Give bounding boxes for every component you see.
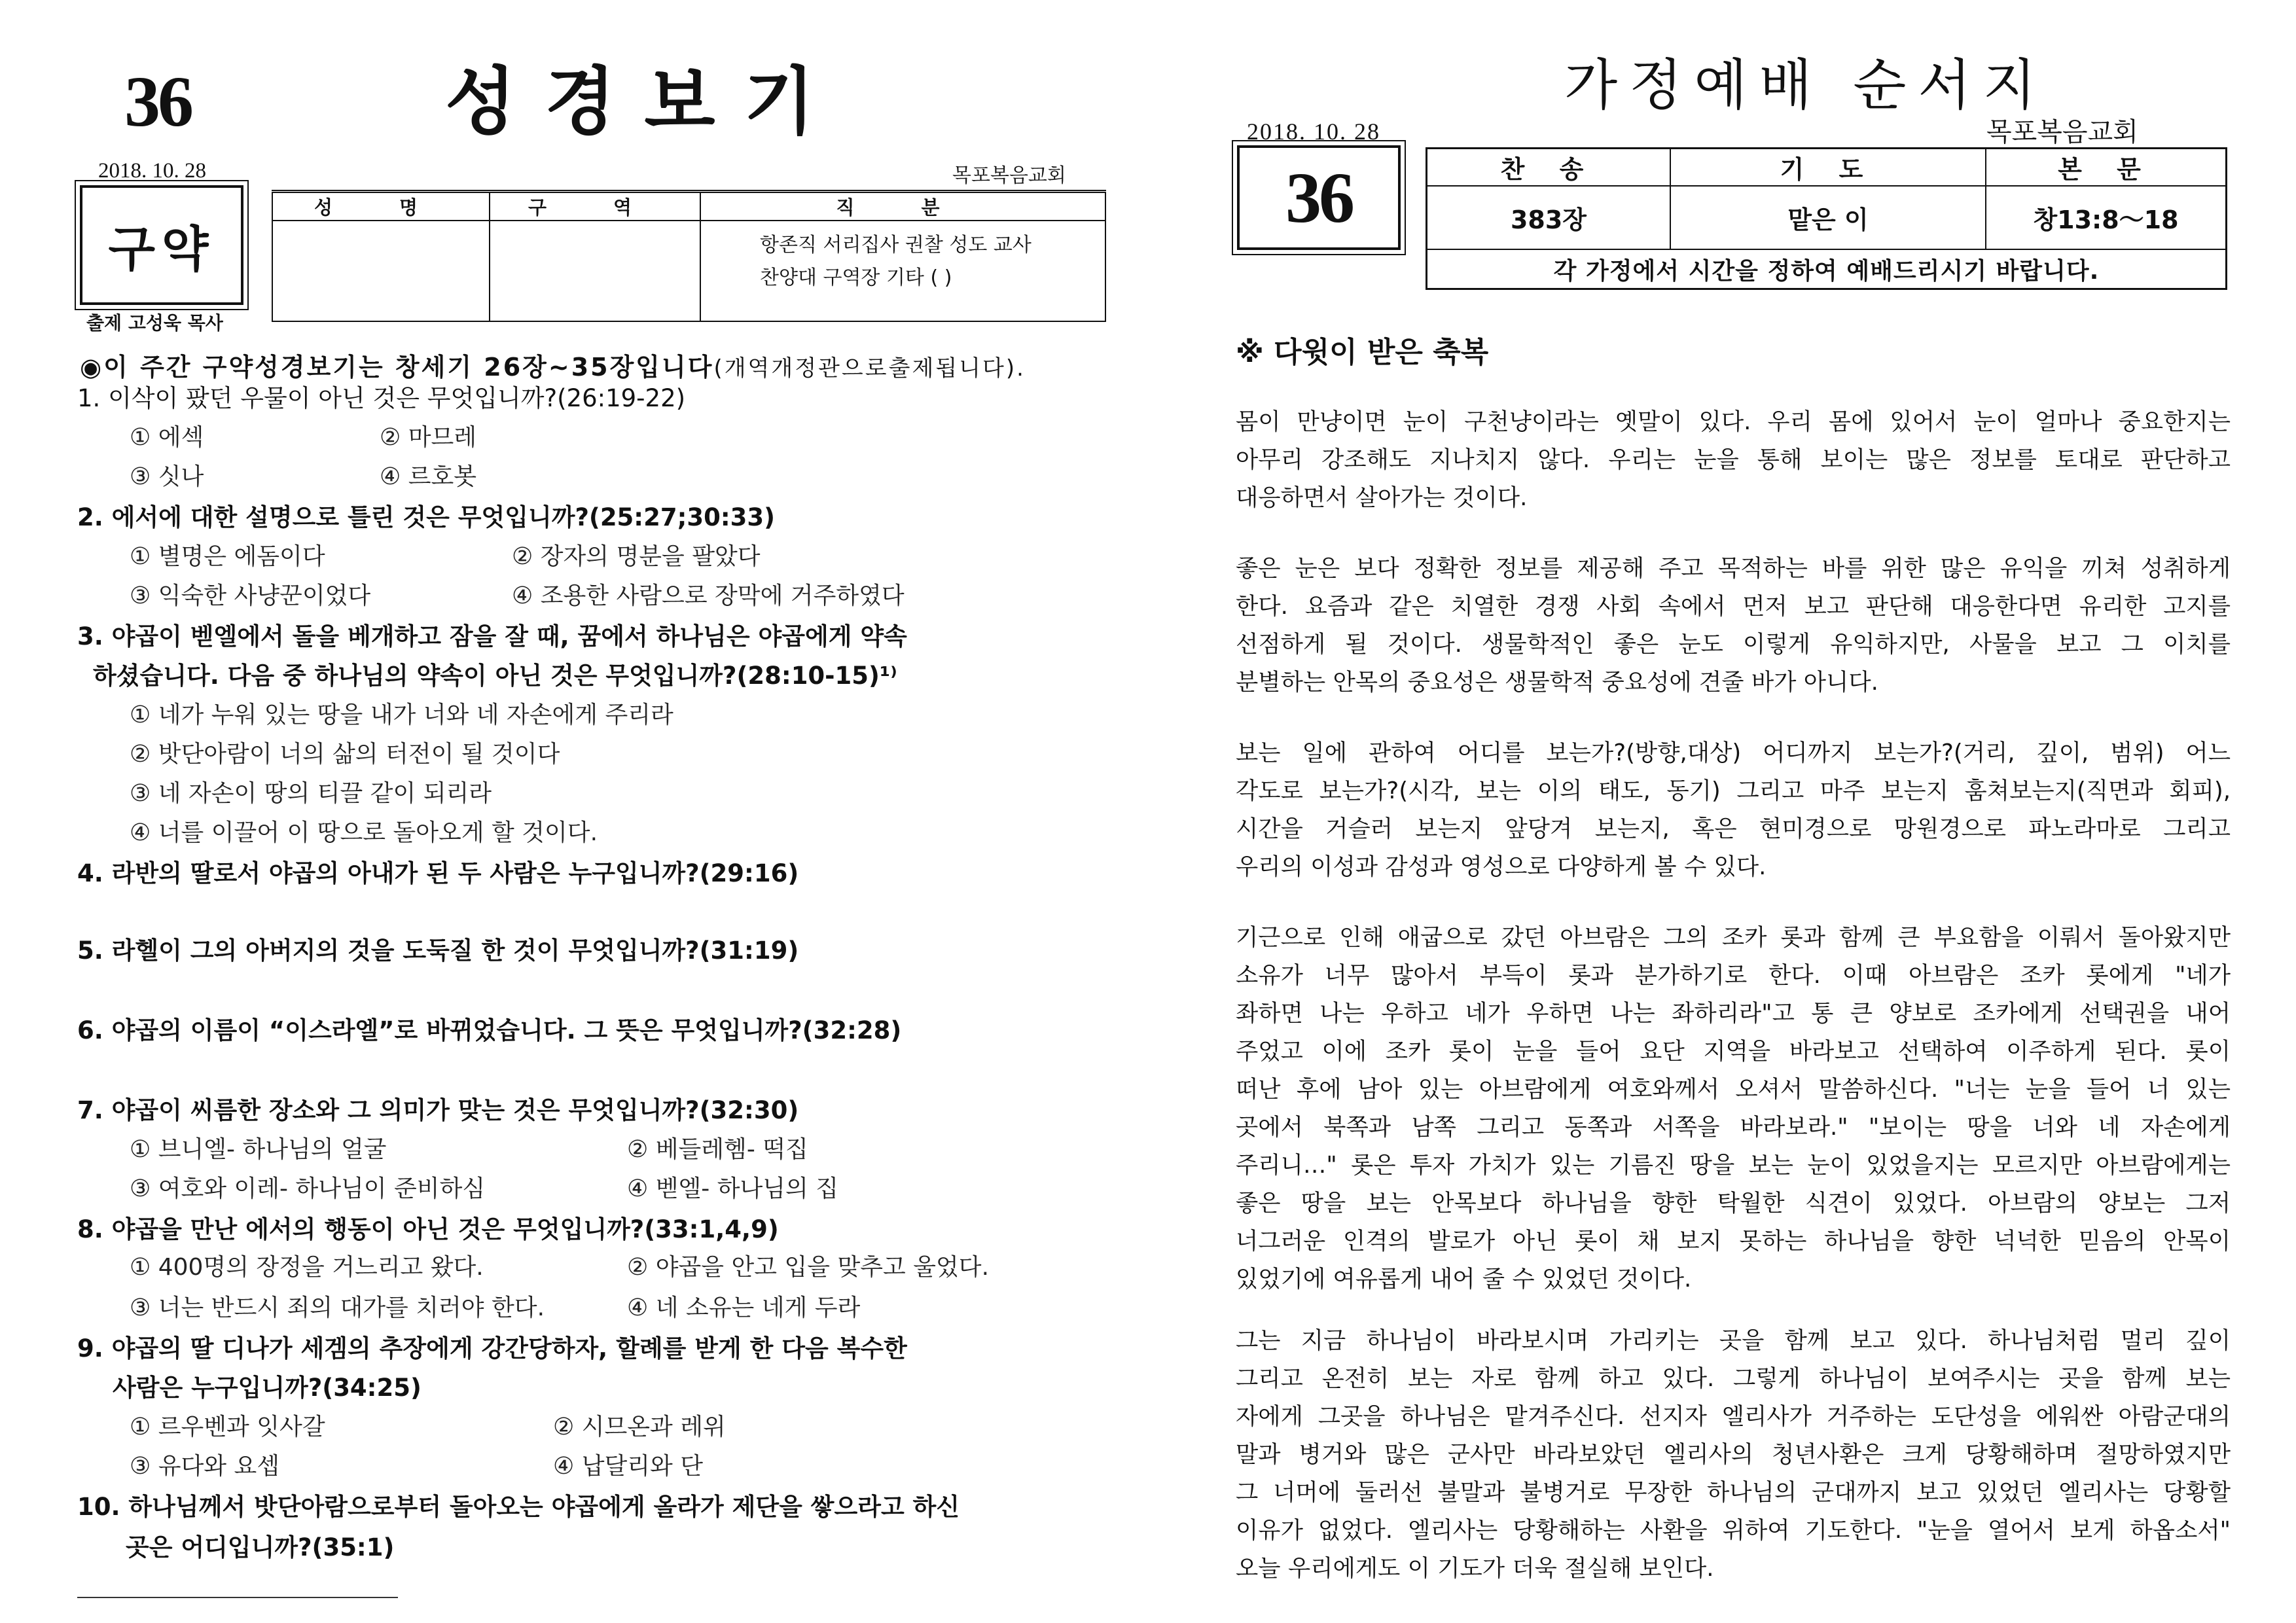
paragraph-line: 그 너머에 둘러선 불말과 불병거로 무장한 하나님의 군대까지 보고 있었던 엘리사는 당황할 (1236, 1479, 2231, 1506)
option: ① 브니엘- 하나님의 얼굴 (130, 1136, 387, 1163)
question-4: 4. 라반의 딸로서 야곱의 아내가 된 두 사람은 누구입니까?(29:16) (77, 859, 799, 887)
question-10: 10. 하나님께서 밧단아람으로부터 돌아오는 야곱에게 올라가 제단을 쌓으라고 하신 (77, 1493, 960, 1521)
paragraph-line: 몸이 만냥이면 눈이 구천냥이라는 옛말이 있다. 우리 몸에 있어서 눈이 얼마나 중요한지는 (1236, 408, 2231, 435)
header-hymn: 찬 송 (1427, 149, 1671, 187)
option: ② 장자의 명분을 팔았다 (512, 543, 761, 570)
option: ③ 싯나 (130, 463, 204, 490)
paragraph-line: 대응하면서 살아가는 것이다. (1236, 484, 1528, 511)
option: ① 400명의 장정을 거느리고 왔다. (130, 1254, 484, 1281)
option: ④ 납달리와 단 (553, 1453, 704, 1480)
worship-order-table (1426, 147, 2227, 290)
paragraph-line: 자에게 그곳을 하나님은 맡겨주신다. 선지자 엘리사가 거주하는 도단성을 에워싼 아람군대의 (1236, 1403, 2231, 1430)
header-district: 구 역 (490, 192, 700, 221)
question-1: 1. 이삭이 팠던 우물이 아닌 것은 무엇입니까?(26:19-22) (77, 384, 686, 412)
name-field[interactable] (272, 221, 490, 321)
date: 2018. 10. 28 (98, 159, 206, 183)
question-3-cont: 하셨습니다. 다음 중 하나님의 약속이 아닌 것은 무엇입니까?(28:10-15)¹⁾ (93, 662, 897, 690)
paragraph-5 (1236, 1322, 2231, 1588)
roles-line-1: 항존직 서리집사 권찰 성도 교사 (760, 234, 1031, 257)
option: ② 마므레 (380, 424, 477, 451)
paragraph-line: 말과 병거와 많은 군사만 바라보았던 엘리사의 청년사환은 크게 당황해하며 절망하였지만 (1236, 1441, 2231, 1468)
paragraph-line: 아무리 강조해도 지나치지 않다. 우리는 눈을 통해 보이는 많은 정보를 토대로 판단하고 (1236, 446, 2231, 473)
paragraph-line: 좋은 눈은 보다 정확한 정보를 제공해 주고 목적하는 바를 위한 많은 유익을 끼쳐 성취하게 (1236, 555, 2231, 582)
paragraph-line: 주리니…" 롯은 투자 가치가 있는 기름진 땅을 보는 눈이 있었을지는 모르지만 아브람에게는 (1236, 1152, 2231, 1179)
scripture-value: 창13:8～18 (1986, 186, 2227, 249)
paragraph-3 (1236, 734, 2231, 886)
section-badge: 구약 (80, 185, 243, 305)
paragraph-line: 각도로 보는가?(시각, 보는 이의 태도, 동기) 그리고 마주 보는지 훔쳐보는지(직면과 회피), (1236, 777, 2231, 804)
option: ③ 익숙한 사냥꾼이었다 (130, 582, 371, 609)
paragraph-line: 너그러운 인격의 발로가 아닌 롯이 채 보지 못하는 하나님을 향한 넉넉한 믿음의 안목이 (1236, 1228, 2231, 1255)
paragraph-line: 곳에서 북쪽과 남쪽 그리고 동쪽과 서쪽을 바라보라." "보이는 땅을 너와 네 자손에게 (1236, 1114, 2231, 1141)
prayer-value: 맡은 이 (1670, 186, 1986, 249)
paragraph-line: 주었고 이에 조카 롯이 눈을 들어 요단 지역을 바라보고 선택하여 이주하게 된다. 롯이 (1236, 1038, 2231, 1065)
roles-line-2: 찬양대 구역장 기타 ( ) (760, 266, 952, 289)
option: ① 에섹 (130, 424, 204, 451)
option: ① 별명은 에돔이다 (130, 543, 325, 570)
issue-number: 36 (124, 62, 191, 141)
paragraph-line: 오늘 우리에게도 이 기도가 더욱 절실해 보인다. (1236, 1555, 1714, 1582)
district-field[interactable] (490, 221, 700, 321)
option: ④ 벧엘- 하나님의 집 (627, 1175, 839, 1202)
paragraph-line: 시간을 거슬러 보는지 앞당겨 보는지, 혹은 현미경으로 망원경으로 파노라마로 그리고 (1236, 815, 2231, 842)
header-scripture: 본 문 (1986, 149, 2227, 187)
paragraph-2 (1236, 550, 2231, 702)
paragraph-4 (1236, 919, 2231, 1298)
option: ③ 유다와 요셉 (130, 1453, 280, 1480)
paragraph-line: 기근으로 인해 애굽으로 갔던 아브람은 그의 조카 롯과 함께 큰 부요함을 이뤄서 돌아왔지만 (1236, 924, 2231, 951)
question-3: 3. 야곱이 벧엘에서 돌을 베개하고 잠을 잘 때, 꿈에서 하나님은 야곱에게 약속 (77, 622, 907, 651)
question-5: 5. 라헬이 그의 아버지의 것을 도둑질 한 것이 무엇입니까?(31:19) (77, 936, 799, 965)
option: ② 밧단아람이 너의 삶의 터전이 될 것이다 (130, 741, 560, 768)
paragraph-line: 분별하는 안목의 중요성은 생물학적 중요성에 견줄 바가 아니다. (1236, 669, 1878, 696)
option: ② 시므온과 레위 (553, 1414, 726, 1440)
option: ② 베들레헴- 떡집 (627, 1136, 808, 1163)
option: ④ 너를 이끌어 이 땅으로 돌아오게 할 것이다. (130, 819, 598, 846)
paragraph-line: 한다. 요즘과 같은 치열한 경쟁 사회 속에서 먼저 보고 판단해 대응한다면 유리한 고지를 (1236, 593, 2231, 620)
worship-notice: 각 가정에서 시간을 정하여 예배드리시기 바랍니다. (1427, 249, 2227, 289)
paragraph-line: 보는 일에 관하여 어디를 보는가?(방향,대상) 어디까지 보는가?(거리, 깊이, 범위) 어느 (1236, 740, 2231, 766)
paragraph-line: 그리고 온전히 보는 자로 함께 하고 있다. 그렇게 하나님이 보여주시는 곳을 함께 보는 (1236, 1365, 2231, 1392)
question-7: 7. 야곱이 씨름한 장소와 그 의미가 맞는 것은 무엇입니까?(32:30) (77, 1096, 799, 1124)
author: 출제 고성욱 목사 (86, 312, 223, 334)
question-6: 6. 야곱의 이름이 “이스라엘”로 바뀌었습니다. 그 뜻은 무엇입니까?(32:28) (77, 1016, 902, 1044)
question-10-cont: 곳은 어디입니까?(35:1) (126, 1533, 395, 1561)
paragraph-line: 선점하게 될 것이다. 생물학적인 좋은 눈도 이렇게 유익하지만, 사물을 보고 그 이치를 (1236, 631, 2231, 658)
option: ① 르우벤과 잇사갈 (130, 1414, 325, 1440)
paragraph-1 (1236, 403, 2231, 517)
issue-number-right: 36 (1237, 145, 1401, 250)
date-right: 2018. 10. 28 (1247, 118, 1380, 145)
paragraph-line: 이유가 없었다. 엘리사는 당황해하는 사환을 위하여 기도한다. "눈을 열어서 보게 하옵소서" (1236, 1517, 2231, 1544)
worship-title: 가정예배 순서지 (1564, 53, 2048, 117)
option: ④ 르호봇 (380, 463, 477, 490)
intro-note: (개역개정관으로출제됩니다). (713, 355, 1026, 382)
paragraph-line: 우리의 이성과 감성과 영성으로 다양하게 볼 수 있다. (1236, 853, 1767, 880)
option: ③ 네 자손이 땅의 티끌 같이 되리라 (130, 780, 492, 807)
church-name-right: 목포복음교회 (1986, 117, 2138, 147)
option: ④ 조용한 사람으로 장막에 거주하였다 (512, 582, 905, 609)
option: ③ 여호와 이레- 하나님이 준비하심 (130, 1175, 486, 1202)
intro-line (80, 347, 1026, 383)
header-position: 직 분 (700, 192, 1105, 221)
paragraph-line: 떠난 후에 남아 있는 아브람에게 여호와께서 오셔서 말씀하신다. "너는 눈을 들어 너 있는 (1236, 1076, 2231, 1103)
paragraph-line: 그는 지금 하나님이 바라보시며 가리키는 곳을 함께 보고 있다. 하나님처럼 멀리 깊이 (1236, 1327, 2231, 1354)
question-2: 2. 에서에 대한 설명으로 틀린 것은 무엇입니까?(25:27;30:33) (77, 503, 776, 531)
option: ③ 너는 반드시 죄의 대가를 치러야 한다. (130, 1294, 545, 1321)
paragraph-line: 좌하면 나는 우하고 네가 우하면 나는 좌하리라"고 통 큰 양보로 조카에게 선택권을 내어 (1236, 1000, 2231, 1027)
question-9: 9. 야곱의 딸 디나가 세겜의 추장에게 강간당하자, 할례를 받게 한 다음 복수한 (77, 1334, 907, 1363)
sermon-heading: ※ 다윗이 받은 축복 (1236, 336, 1489, 369)
header-name: 성 명 (272, 192, 490, 221)
info-table (272, 190, 1106, 322)
intro-text: ◉이 주간 구약성경보기는 창세기 26장~35장입니다 (80, 353, 714, 382)
option: ④ 네 소유는 네게 두라 (627, 1294, 861, 1321)
church-name: 목포복음교회 (952, 164, 1066, 187)
footnote-divider (77, 1597, 398, 1598)
option: ① 네가 누워 있는 땅을 내가 너와 네 자손에게 주리라 (130, 702, 673, 728)
paragraph-line: 좋은 땅을 보는 안목보다 하나님을 향한 탁월한 식견이 있었다. 아브람의 양보는 그저 (1236, 1190, 2231, 1217)
paragraph-line: 있었기에 여유롭게 내어 줄 수 있었던 것이다. (1236, 1266, 1692, 1293)
paragraph-line: 소유가 너무 많아서 부득이 롯과 분가하기로 한다. 이때 아브람은 조카 롯에게 "네가 (1236, 962, 2231, 989)
hymn-value: 383장 (1427, 186, 1671, 249)
option: ② 야곱을 안고 입을 맞추고 울었다. (627, 1254, 990, 1281)
header-prayer: 기 도 (1670, 149, 1986, 187)
page-title: 성경보기 (445, 59, 844, 145)
position-field[interactable] (700, 221, 1105, 321)
question-8: 8. 야곱을 만난 에서의 행동이 아닌 것은 무엇입니까?(33:1,4,9) (77, 1215, 779, 1243)
question-9-cont: 사람은 누구입니까?(34:25) (113, 1374, 422, 1402)
